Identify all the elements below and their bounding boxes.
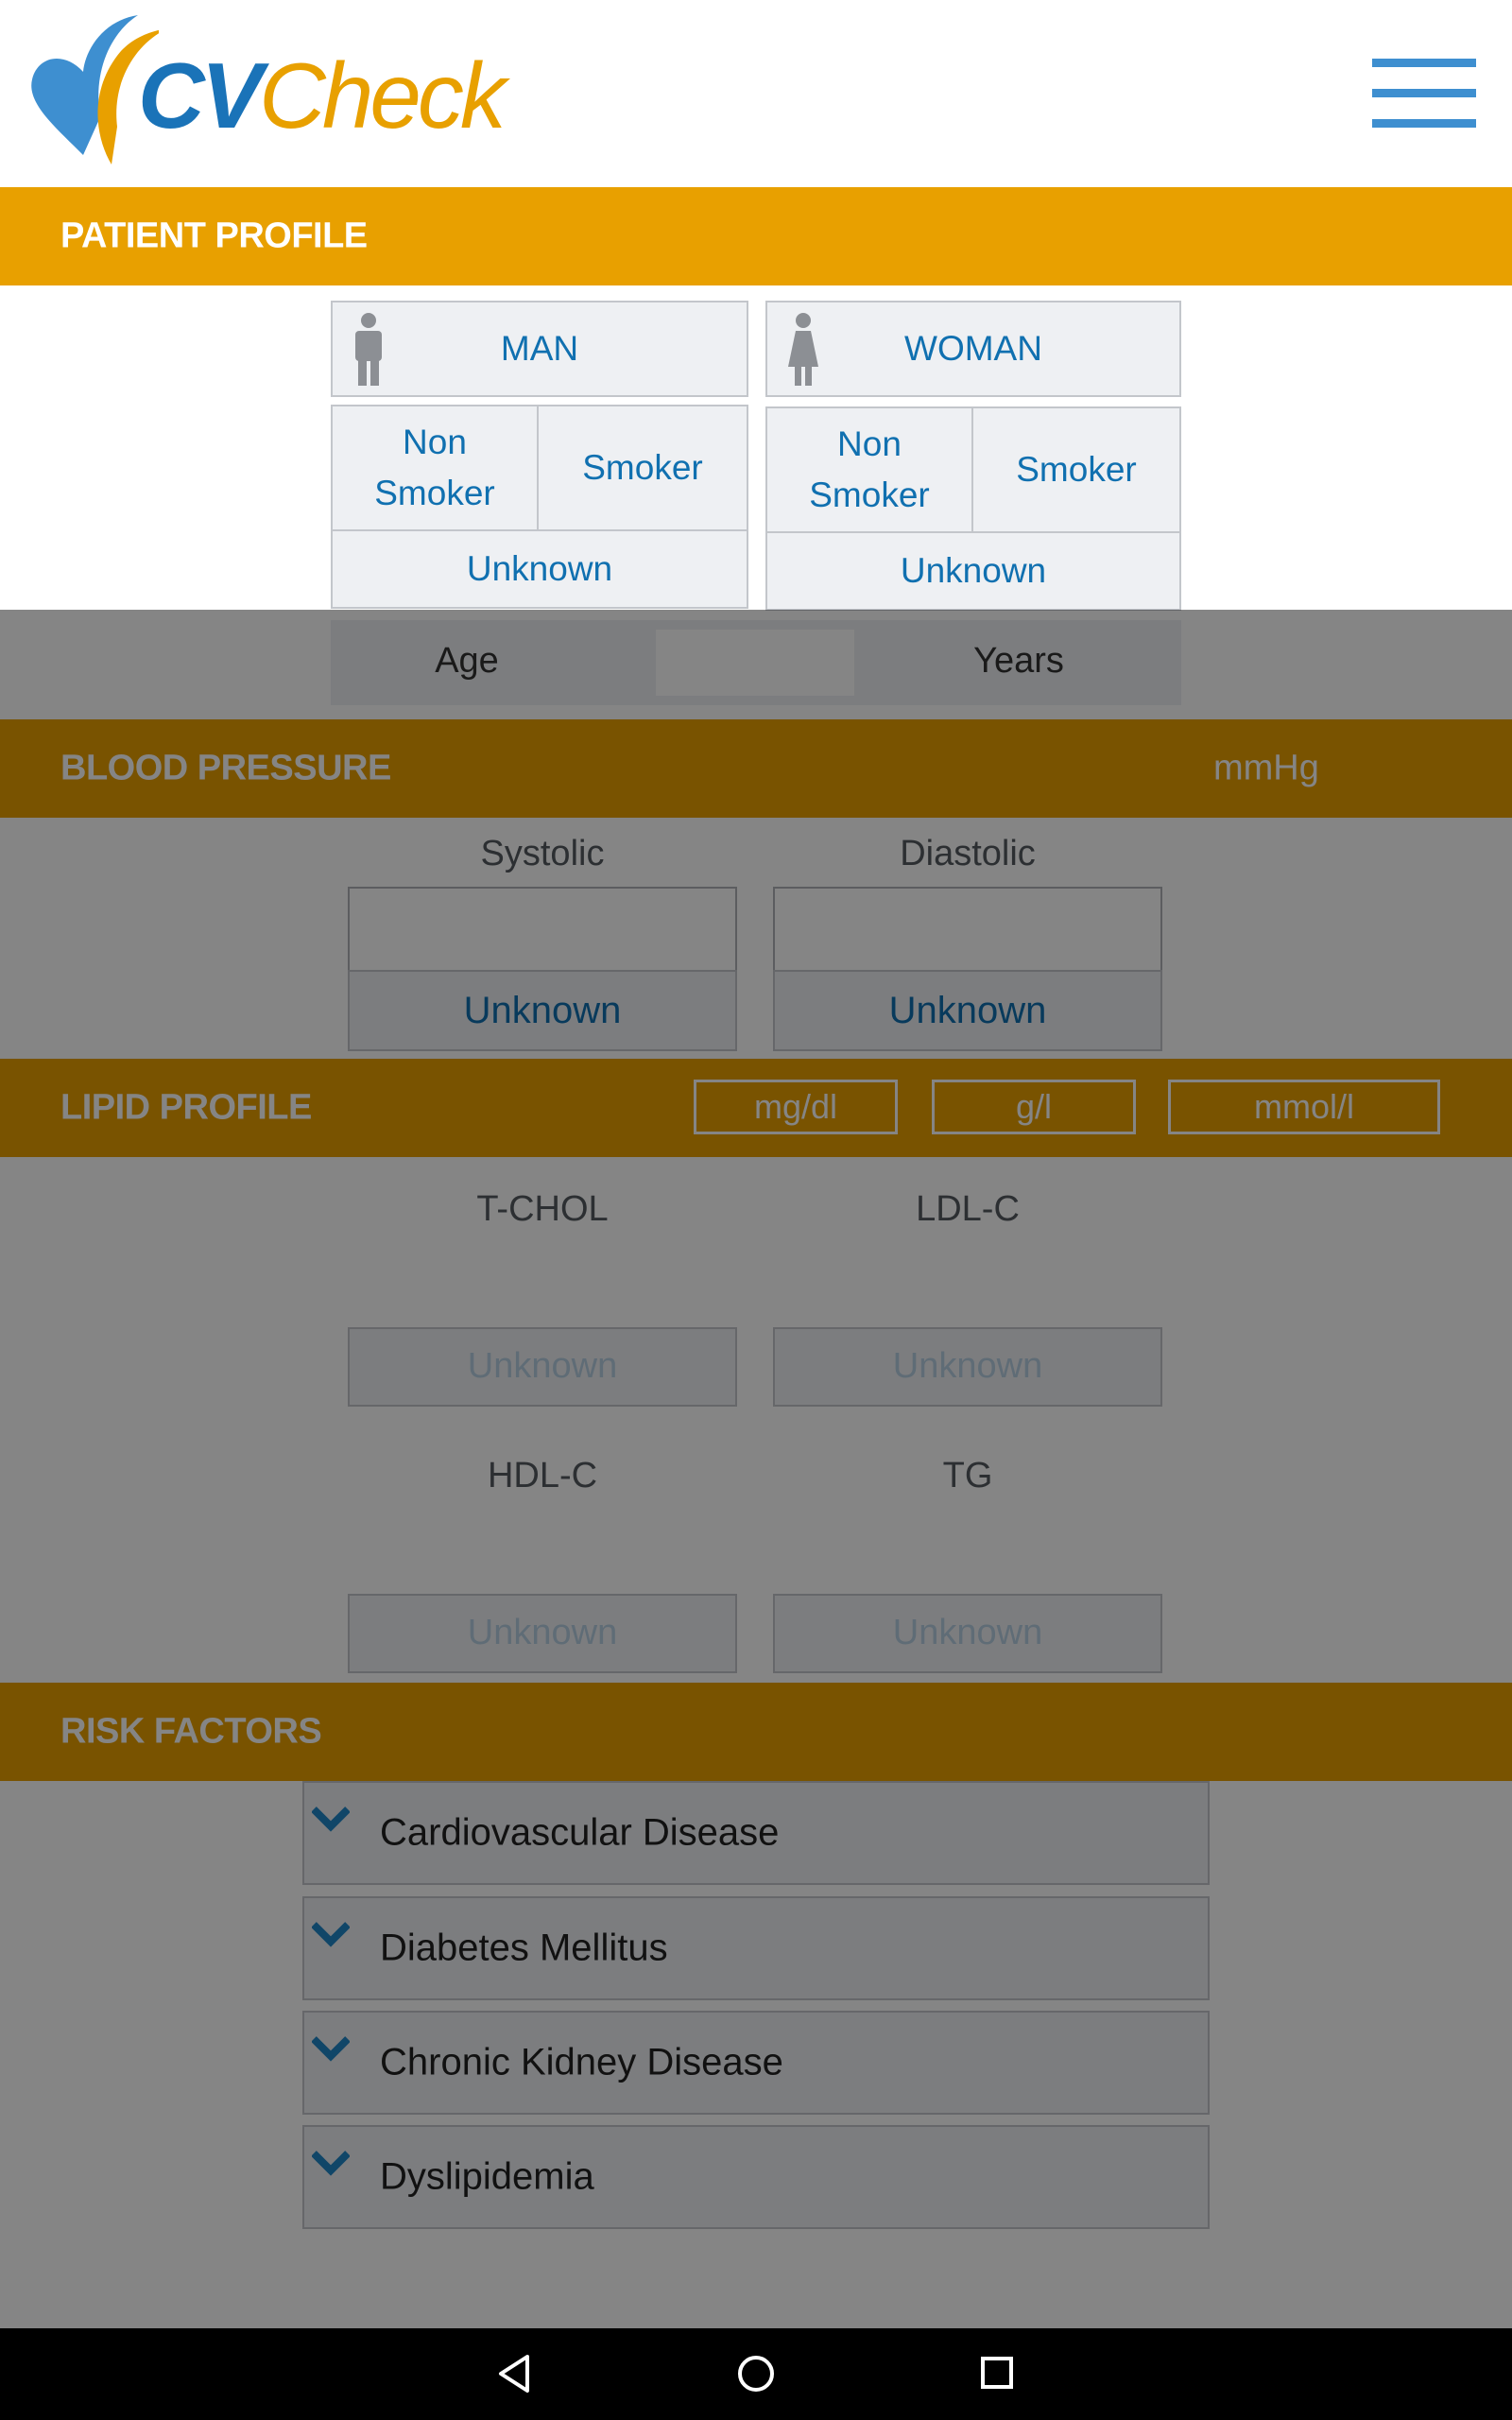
tchol-unknown-label: Unknown (467, 1346, 618, 1387)
unit-gl-label: g/l (1015, 1087, 1053, 1126)
man-smoker-button[interactable] (537, 405, 748, 531)
risk-item-label: Chronic Kidney Disease (380, 2041, 783, 2083)
blood-pressure-title: BLOOD PRESSURE (60, 748, 391, 788)
man-button[interactable] (331, 301, 748, 397)
risk-item-label: Dyslipidemia (380, 2155, 594, 2198)
home-circle-icon[interactable] (735, 2353, 777, 2394)
age-unit-label: Years (973, 641, 1064, 681)
ldlc-unknown-label: Unknown (892, 1346, 1043, 1387)
risk-item-label: Cardiovascular Disease (380, 1811, 780, 1854)
system-navigation-bar (0, 2328, 1512, 2420)
patient-profile-header (0, 187, 1512, 285)
risk-factors-title: RISK FACTORS (60, 1711, 322, 1752)
woman-non-smoker-button[interactable] (765, 406, 973, 533)
man-unknown-button[interactable] (331, 529, 748, 609)
systolic-label: Systolic (480, 834, 605, 873)
ldlc-label: LDL-C (916, 1189, 1020, 1229)
dim-overlay[interactable] (0, 610, 1512, 2328)
woman-unknown-label: Unknown (900, 551, 1047, 591)
logo-cv-text: CV (138, 43, 260, 147)
man-icon (350, 312, 387, 388)
risk-item-label: Diabetes Mellitus (380, 1927, 668, 1969)
systolic-unknown-label: Unknown (463, 990, 622, 1031)
back-triangle-icon[interactable] (495, 2353, 533, 2394)
woman-non-smoker-label: Non Smoker (809, 424, 930, 514)
tg-unknown-label: Unknown (892, 1613, 1043, 1653)
app-header (0, 0, 1512, 187)
woman-icon (784, 312, 822, 388)
hamburger-menu-icon[interactable] (1372, 59, 1476, 130)
cvcheck-logo (26, 13, 503, 164)
tg-label: TG (942, 1456, 993, 1495)
lipid-profile-title: LIPID PROFILE (60, 1087, 312, 1128)
woman-unknown-button[interactable] (765, 531, 1181, 611)
diastolic-unknown-label: Unknown (888, 990, 1047, 1031)
unit-mgdl-label: mg/dl (753, 1087, 838, 1126)
woman-button[interactable] (765, 301, 1181, 397)
hdlc-label: HDL-C (487, 1456, 598, 1495)
logo-check-text: Check (259, 43, 503, 147)
man-unknown-label: Unknown (466, 549, 613, 589)
patient-profile-title: PATIENT PROFILE (60, 216, 368, 256)
woman-label: WOMAN (904, 329, 1042, 369)
tchol-label: T-CHOL (476, 1189, 609, 1229)
man-non-smoker-label: Non Smoker (374, 423, 495, 512)
woman-smoker-label: Smoker (1016, 450, 1137, 490)
man-non-smoker-button[interactable] (331, 405, 539, 531)
unit-mmoll-label: mmol/l (1254, 1087, 1354, 1126)
man-smoker-label: Smoker (582, 448, 703, 488)
diastolic-label: Diastolic (900, 834, 1036, 873)
hdlc-unknown-label: Unknown (467, 1613, 618, 1653)
man-label: MAN (500, 329, 579, 369)
recents-square-icon[interactable] (979, 2355, 1017, 2393)
woman-smoker-button[interactable] (971, 406, 1181, 533)
blood-pressure-unit: mmHg (1213, 748, 1319, 788)
age-label: Age (435, 641, 499, 681)
